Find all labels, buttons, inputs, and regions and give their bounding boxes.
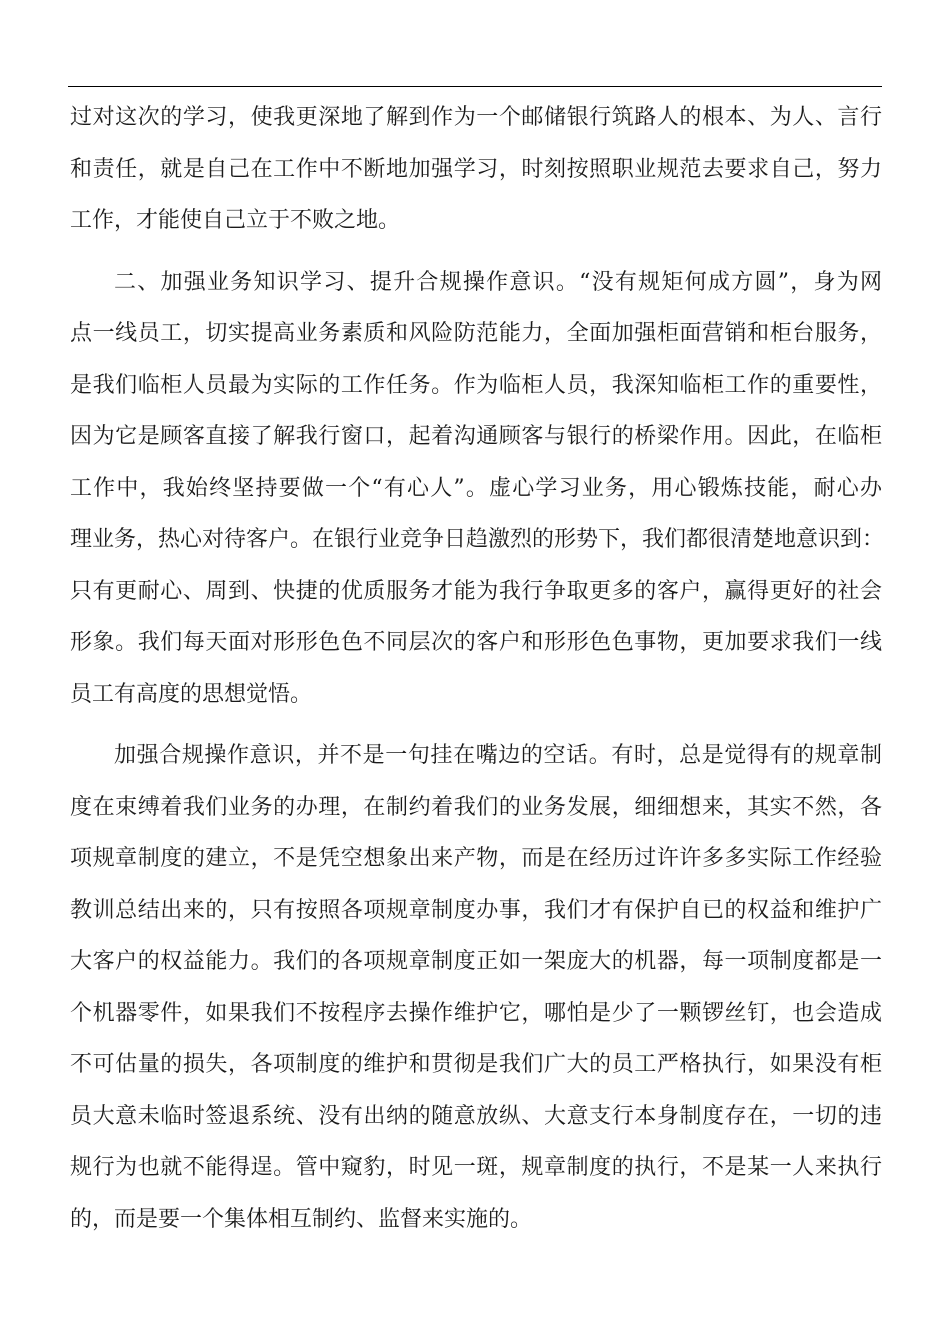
- text-line: 点一线员工，切实提高业务素质和风险防范能力，全面加强柜面营销和柜台服务，: [70, 321, 882, 346]
- text-line: 过对这次的学习，使我更深地了解到作为一个邮储银行筑路人的根本、为人、言行: [70, 105, 882, 130]
- text-line: 加强合规操作意识，并不是一句挂在嘴边的空话。有时，总是觉得有的规章制: [114, 743, 882, 768]
- text-line: 员大意未临时签退系统、没有出纳的随意放纵、大意支行本身制度存在，一切的违: [70, 1103, 882, 1129]
- text-line: 二、加强业务知识学习、提升合规操作意识。“没有规矩何成方圆”，身为网: [114, 269, 882, 295]
- text-line: 大客户的权益能力。我们的各项规章制度正如一架庞大的机器，每一项制度都是一: [70, 949, 882, 974]
- text-line: 工作中，我始终坚持要做一个“有心人”。虚心学习业务，用心锻炼技能，耐心办: [70, 475, 882, 501]
- paragraph-2: [70, 257, 885, 721]
- header-rule: [68, 86, 882, 87]
- text-line: 形象。我们每天面对形形色色不同层次的客户和形形色色事物，更加要求我们一线: [70, 630, 882, 655]
- text-line: 项规章制度的建立，不是凭空想象出来产物，而是在经历过许许多多实际工作经验: [70, 846, 882, 871]
- text-line: 个机器零件，如果我们不按程序去操作维护它，哪怕是少了一颗锣丝钉，也会造成: [70, 1000, 882, 1026]
- text-line: 的，而是要一个集体相互制约、监督来实施的。: [70, 1206, 533, 1232]
- text-line: 理业务，热心对待客户。在银行业竞争日趋激烈的形势下，我们都很清楚地意识到：: [70, 527, 885, 552]
- document-body: [70, 92, 885, 1245]
- text-line: 工作，才能使自己立于不败之地。: [70, 208, 401, 233]
- text-line: 度在束缚着我们业务的办理，在制约着我们的业务发展，细细想来，其实不然，各: [70, 794, 882, 820]
- text-line: 只有更耐心、周到、快捷的优质服务才能为我行争取更多的客户，赢得更好的社会: [70, 578, 882, 604]
- text-line: 员工有高度的思想觉悟。: [70, 681, 313, 707]
- paragraph-3: [70, 730, 882, 1245]
- paragraph-1: [70, 92, 882, 247]
- text-line: 规行为也就不能得逞。管中窥豹，时见一斑，规章制度的执行，不是某一人来执行: [70, 1155, 882, 1180]
- text-line: 不可估量的损失，各项制度的维护和贯彻是我们广大的员工严格执行，如果没有柜: [70, 1052, 882, 1077]
- text-line: 和责任，就是自己在工作中不断地加强学习，时刻按照职业规范去要求自己，努力: [70, 156, 882, 182]
- text-line: 因为它是顾客直接了解我行窗口，起着沟通顾客与银行的桥梁作用。因此，在临柜: [70, 424, 882, 449]
- text-line: 教训总结出来的，只有按照各项规章制度办事，我们才有保护自已的权益和维护广: [70, 897, 882, 923]
- text-line: 是我们临柜人员最为实际的工作任务。作为临柜人员，我深知临柜工作的重要性，: [70, 372, 882, 398]
